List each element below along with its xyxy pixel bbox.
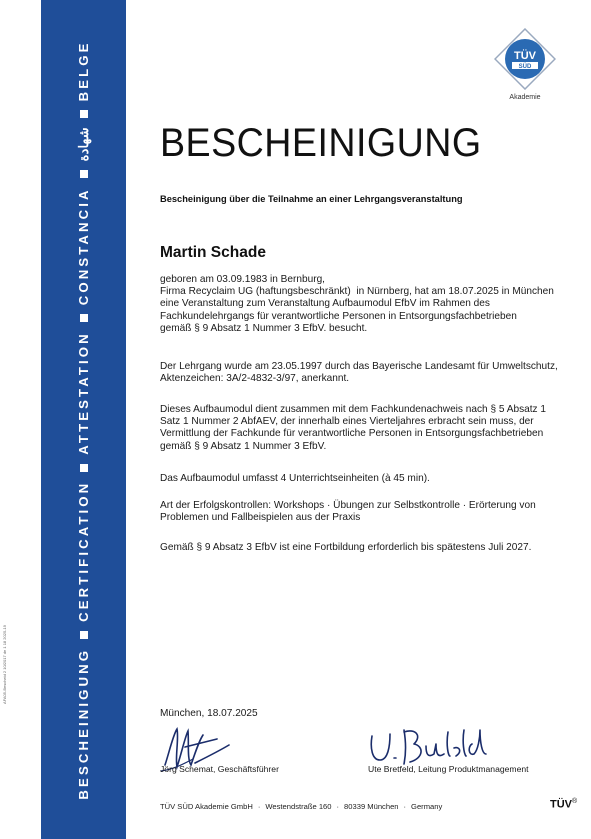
- sidebar-word: شهادة: [75, 126, 91, 161]
- footer-street: Westendstraße 160: [265, 802, 332, 811]
- square-separator-icon: [79, 630, 87, 638]
- dot-separator-icon: ·: [257, 802, 261, 811]
- paragraph-units: Das Aufbaumodul umfasst 4 Unterrichtseinheiten (à 45 min).: [160, 473, 430, 484]
- participant-name: Martin Schade: [160, 244, 266, 261]
- signer-right-name: Ute Bretfeld, Leitung Produktmanagement: [368, 764, 529, 774]
- paragraph-purpose: Dieses Aufbaumodul dient zusammen mit dem Fachkundenachweis nach § 5 Absatz 1 Satz 1 Nummer 2 AbfAEV, der innerhalb eines Vierteljahres erbracht sein muss, der Vermittlung der Fachkunde für verantwortliche Personen in Entsorgungsfachbetrieben gemäß § 9 Absatz 1 Nummer 3 EfbV.: [160, 404, 547, 452]
- square-separator-icon: [79, 463, 87, 471]
- sidebar-word: BESCHEINIGUNG: [75, 647, 91, 800]
- dot-separator-icon: ·: [403, 802, 407, 811]
- sidebar-vertical-text: [74, 20, 94, 820]
- registered-mark-icon: ®: [572, 798, 578, 805]
- logo-caption: Akademie: [509, 94, 541, 101]
- footer-address: [160, 802, 442, 811]
- footer-company: TÜV SÜD Akademie GmbH: [160, 802, 253, 811]
- logo-sub-text: SÜD: [518, 64, 532, 70]
- paragraph-recognition: Der Lehrgang wurde am 23.05.1997 durch das Bayerische Landesamt für Umweltschutz, Aktenzeichen: 3A/2-4832-3/97, anerkannt.: [160, 361, 558, 385]
- square-separator-icon: [79, 110, 87, 118]
- paragraph-attendance: geboren am 03.09.1983 in Bernburg, Firma Recyclaim UG (haftungsbeschränkt) in Nürnberg, hat am 18.07.2025 in München eine Veranstaltung zum Veranstaltung Aufbaumodul EfbV im Rahmen des Fachkundelehrgangs für verantwortliche Personen in Entsorgungsfachbetrieben gemäß § 9 Absatz 1 Nummer 3 EfbV. besucht.: [160, 274, 554, 334]
- tuv-sud-logo-icon: [494, 28, 556, 90]
- sidebar-word: BELGE: [75, 39, 91, 101]
- footer-logo-text: TÜV: [550, 798, 572, 811]
- square-separator-icon: [79, 170, 87, 178]
- signer-left-name: Jörg Schemat, Geschäftsführer: [160, 764, 279, 774]
- sidebar-word: CONSTANCIA: [75, 186, 91, 305]
- sidebar-word: CERTIFICATION: [75, 480, 91, 622]
- place-and-date: München, 18.07.2025: [160, 708, 258, 719]
- square-separator-icon: [79, 314, 87, 322]
- footer-tuv-logo: [550, 798, 577, 811]
- document-code: AFA05-Bescheid 2 10/2017 de 1 18 2025-19: [2, 625, 7, 704]
- footer-country: Germany: [411, 802, 443, 811]
- sidebar-band: [41, 0, 126, 839]
- document-subtitle: Bescheinigung über die Teilnahme an einer Lehrgangsveranstaltung: [160, 194, 463, 204]
- logo-brand-text: TÜV: [514, 50, 536, 62]
- document-title: BESCHEINIGUNG: [160, 121, 482, 165]
- paragraph-further-training: Gemäß § 9 Absatz 3 EfbV ist eine Fortbildung erforderlich bis spätestens Juli 2027.: [160, 542, 532, 553]
- sidebar-word: ATTESTATION: [75, 330, 91, 455]
- dot-separator-icon: ·: [336, 802, 340, 811]
- footer-city: 80339 München: [344, 802, 399, 811]
- paragraph-assessment: Art der Erfolgskontrollen: Workshops · Übungen zur Selbstkontrolle · Erörterung von Problemen und Fallbeispielen aus der Praxis: [160, 500, 536, 524]
